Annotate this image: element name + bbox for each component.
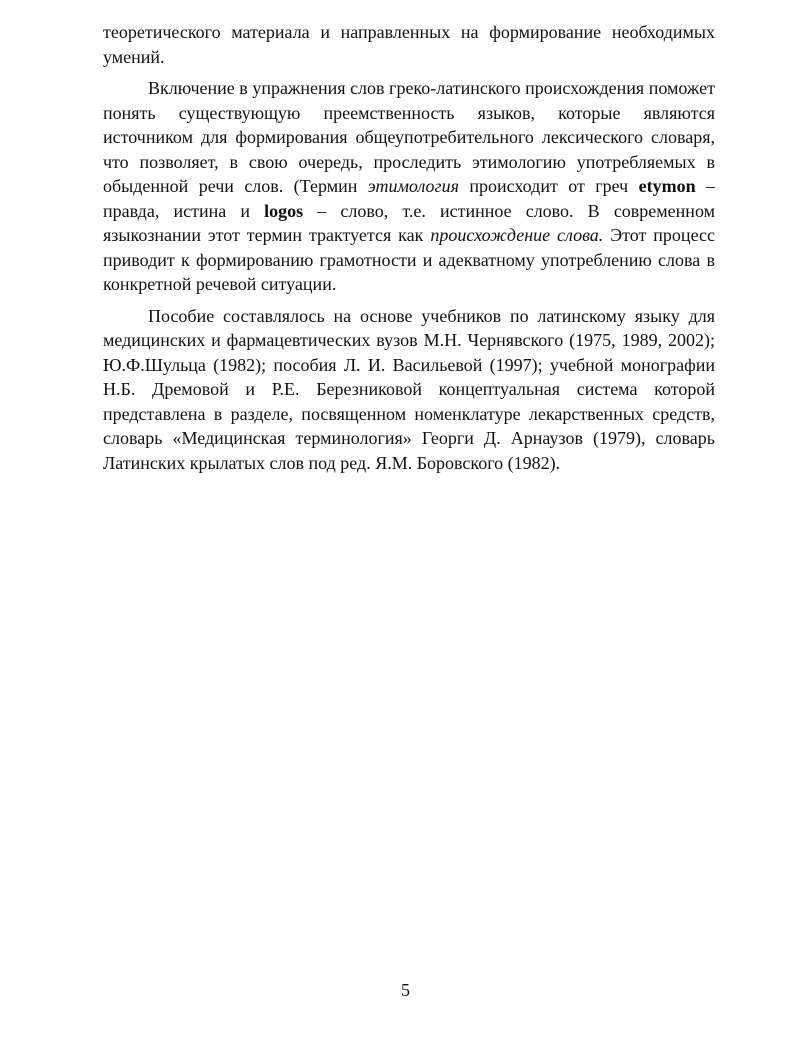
paragraph-etymology	[103, 76, 715, 297]
page-number: 5	[401, 980, 410, 1000]
paragraph-continuation	[103, 20, 715, 69]
paragraph-2-part-5: Этот процесс приводит к формированию грамотности и адекватному употреблению слова в конкретной речевой ситуации.	[103, 225, 715, 294]
term-logos: logos	[264, 200, 304, 221]
term-word-origin: происхождение слова.	[430, 225, 604, 245]
term-etymology: этимология	[367, 176, 459, 196]
paragraph-2-part-2: происходит от греч	[458, 176, 639, 196]
paragraph-2-part-4: – слово, т.е. истинное слово. В современном языкознании этот термин трактуется как	[103, 200, 715, 245]
paragraph-2-part-3: – правда, истина и	[103, 176, 716, 221]
paragraph-3-text: Пособие составлялось на основе учебников по латинскому языку для медицинских и фармацевтических вузов М.Н. Чернявского (1975, 1989, 2002); Ю.Ф.Шульца (1982); пособия Л. И. Васильевой (1997); учебной монографии Н.Б. Дремовой и Р.Е. Березниковой концептуальная система которой представлена в разделе, посвященном номенклатуре лекарственных средств, словарь «Медицинская терминология» Георги Д. Арнаузов (1979), словарь Латинских крылатых слов под ред. Я.М. Боровского (1982).	[103, 305, 715, 473]
paragraph-2-part-1: Включение в упражнения слов греко-латинского происхождения поможет понять существующую преемственность языков, которые являются источником для формирования общеупотребительного лексического словаря, что позволяет, в свою очередь, проследить этимологию употребляемых в обыденной речи слов. (Термин	[103, 78, 715, 196]
paragraph-sources	[103, 304, 715, 476]
paragraph-1-text: теоретического материала и направленных на формирование необходимых умений.	[103, 22, 715, 67]
body-text	[103, 20, 715, 475]
term-etymon: etymon	[638, 176, 696, 196]
